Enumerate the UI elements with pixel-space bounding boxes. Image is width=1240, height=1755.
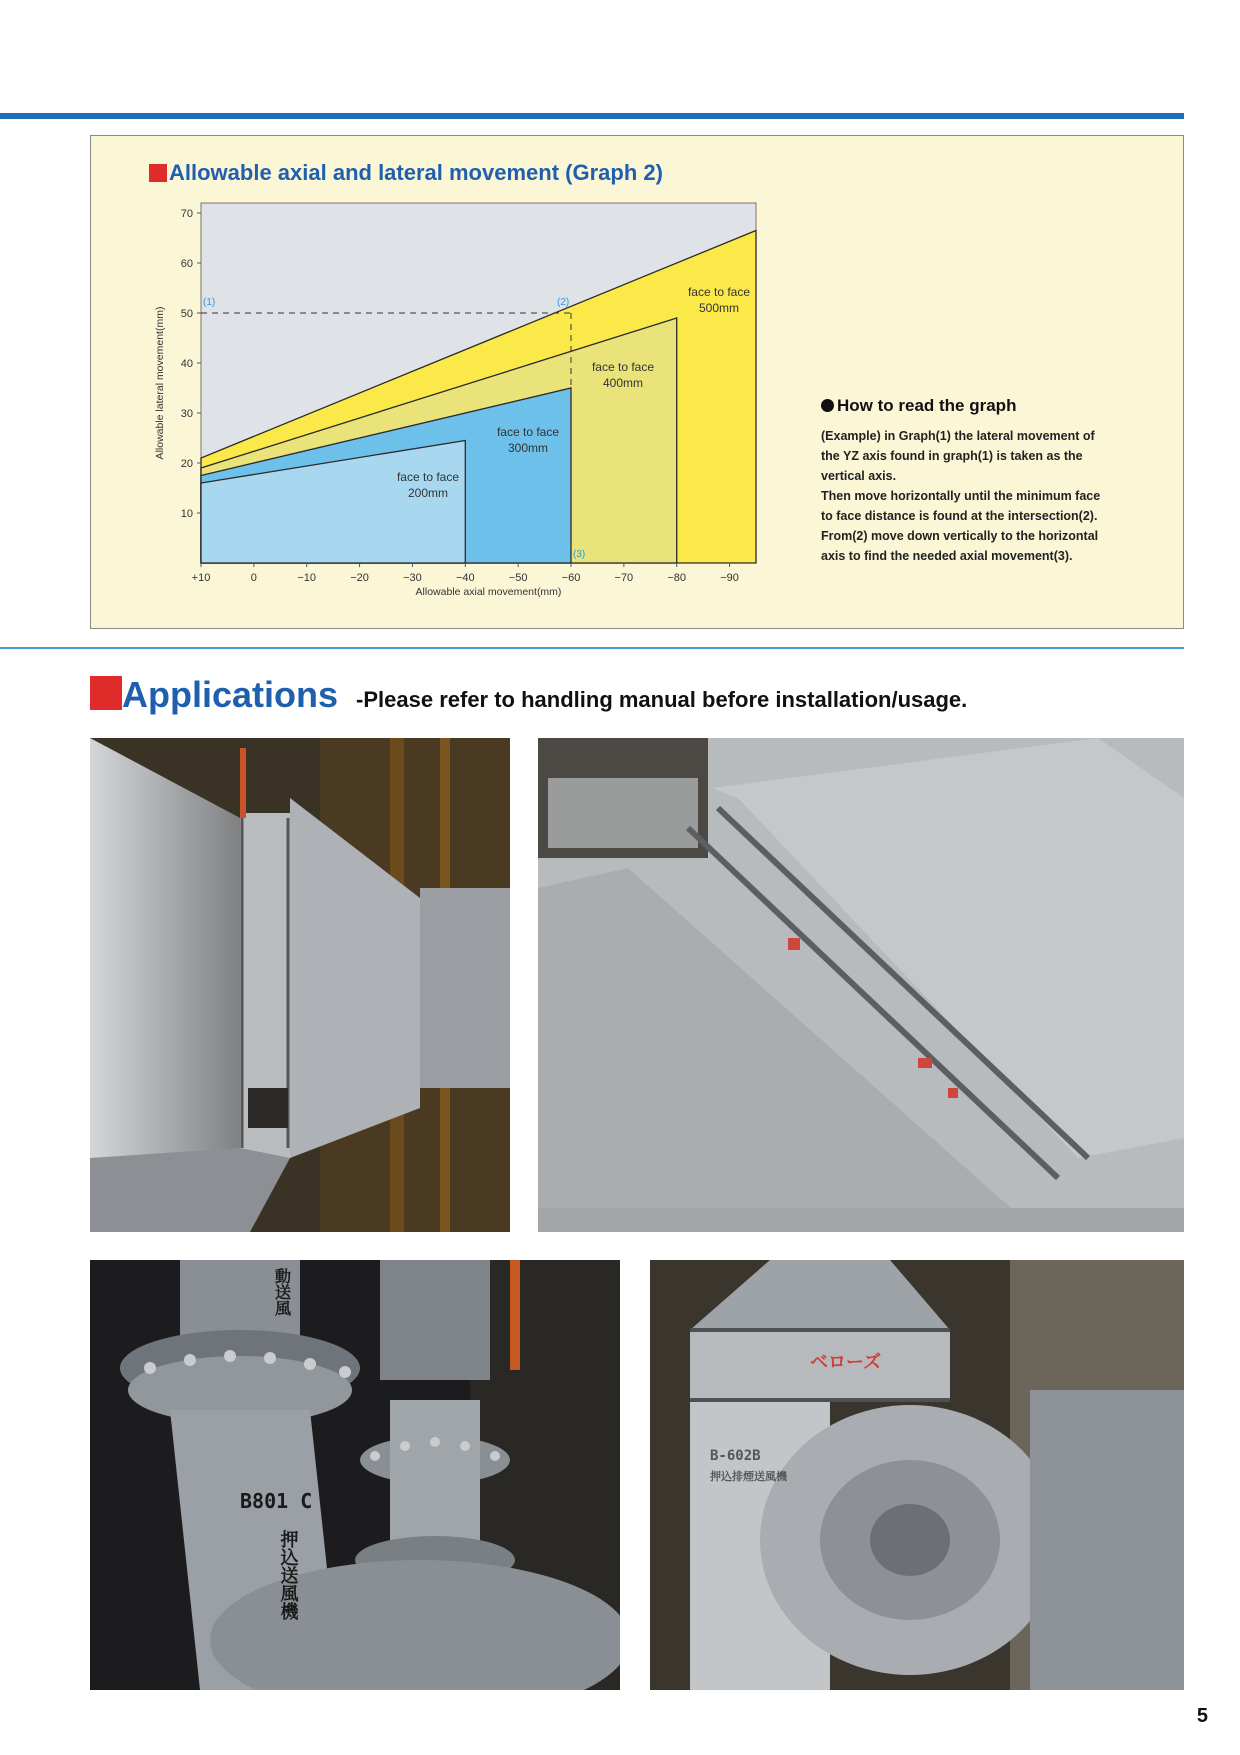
applications-heading <box>90 674 967 716</box>
label-ff500: face to face <box>687 285 751 299</box>
x-tick-label: −80 <box>667 572 687 584</box>
howto-line: (Example) in Graph(1) the lateral movement of <box>821 429 1095 443</box>
page-number: 5 <box>1196 1705 1208 1727</box>
label-ff200: 200mm <box>407 486 449 500</box>
marker-1: (1) <box>203 297 216 308</box>
x-tick-label: −30 <box>403 572 422 584</box>
photo-blower-duct <box>90 1260 620 1690</box>
y-tick-label: 40 <box>180 358 193 370</box>
x-tick-label: −10 <box>297 572 317 584</box>
x-axis-label: Allowable axial movement(mm) <box>415 586 562 598</box>
x-tick-label: 0 <box>250 572 257 584</box>
y-tick-label: 10 <box>180 508 193 520</box>
x-tick-label: −90 <box>720 572 739 584</box>
y-axis-label: Allowable lateral movement(mm) <box>154 306 166 460</box>
label-ff300: face to face <box>496 425 560 439</box>
label-ff400: 400mm <box>602 376 644 390</box>
section-rule <box>0 647 1184 649</box>
howto-line: From(2) move down vertically to the horizontal <box>821 529 1099 543</box>
howto-title: How to read the graph <box>821 396 1161 416</box>
applications-title: Applications <box>122 674 339 715</box>
applications-subtitle: -Please refer to handling manual before installation/usage. <box>356 687 968 712</box>
x-tick-label: −60 <box>561 572 581 584</box>
marker-3: (3) <box>573 549 586 560</box>
x-tick-label: −40 <box>455 572 475 584</box>
x-tick-label: −50 <box>508 572 528 584</box>
graph-title-text: Allowable axial and lateral movement (Graph 2) <box>169 160 663 185</box>
y-tick-label: 20 <box>180 458 193 470</box>
howto-line: axis to find the needed axial movement(3). <box>821 549 1073 563</box>
fan-kanji-label: 押込排煙送風機 <box>710 1470 787 1483</box>
blower-kanji-label: 押込送風機 <box>277 1530 299 1620</box>
y-tick-label: 30 <box>180 408 193 420</box>
howto-body <box>821 426 1161 566</box>
y-tick-label: 70 <box>180 208 193 220</box>
x-tick-label: −20 <box>350 572 369 584</box>
marker-2: (2) <box>557 297 570 308</box>
bullet-icon <box>821 399 834 412</box>
how-to-read <box>821 396 1161 566</box>
howto-line: to face distance is found at the intersection(2). <box>821 509 1098 523</box>
heading-square-icon <box>90 676 122 710</box>
howto-line: vertical axis. <box>821 469 897 483</box>
label-ff300: 300mm <box>507 441 549 455</box>
howto-line: Then move horizontally until the minimum face <box>821 489 1101 503</box>
fan-code-label: B-602B <box>710 1448 761 1464</box>
label-ff400: face to face <box>591 360 655 374</box>
duct-kanji-label: 動送風 <box>272 1268 292 1316</box>
howto-line: the YZ axis found in graph(1) is taken as the <box>821 449 1083 463</box>
photo-duct-joint <box>90 738 510 1232</box>
blower-code-label: B801 C <box>240 1489 313 1513</box>
x-tick-label: −70 <box>614 572 634 584</box>
x-tick-label: +10 <box>191 572 211 584</box>
bellows-brand-label: ベローズ <box>810 1352 882 1373</box>
graph-panel <box>90 135 1184 629</box>
y-tick-label: 50 <box>180 308 193 320</box>
y-tick-label: 60 <box>180 258 193 270</box>
photo-diagonal-joint <box>538 738 1184 1232</box>
top-rule <box>0 113 1184 119</box>
label-ff500: 500mm <box>698 301 740 315</box>
photo-fan-bellows <box>650 1260 1184 1690</box>
label-ff200: face to face <box>396 470 460 484</box>
